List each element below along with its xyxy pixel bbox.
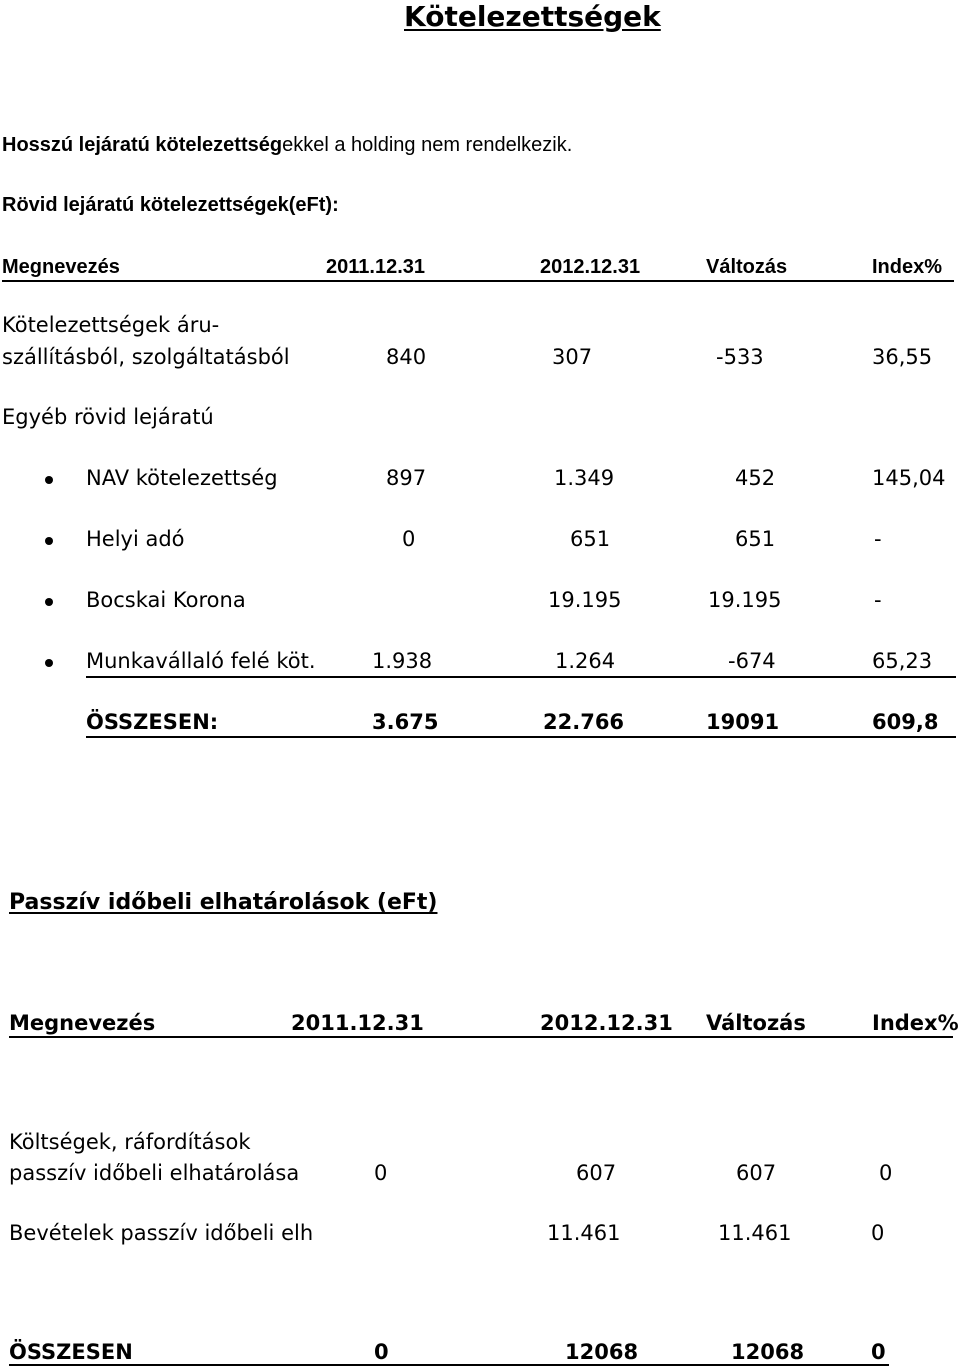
t1-supplier-change: -533 [716,345,764,369]
t2-total-change: 12068 [731,1340,805,1364]
t1-bocskai-index: - [874,588,882,612]
t1-local-tax-index: - [874,527,882,551]
t1-nav-change: 452 [735,466,776,490]
t2-revenue-change: 11.461 [718,1221,792,1245]
t1-local-tax-2011: 0 [402,527,416,551]
t1-header-name: Megnevezés [2,256,120,278]
t1-nav-2011: 897 [386,466,427,490]
long-term-rest: ekkel a holding nem rendelkezik. [282,134,573,156]
t1-header-2011: 2011.12.31 [326,256,425,278]
t1-local-tax-label: Helyi adó [86,527,185,551]
t1-bocskai-2012: 19.195 [548,588,622,612]
t1-supplier-2012: 307 [552,345,593,369]
bullet-icon [45,598,53,606]
t1-employee-rule [86,676,956,678]
t1-header-index: Index% [872,256,943,278]
t1-header-2012: 2012.12.31 [540,256,641,278]
t1-total-label: ÖSSZESEN: [86,710,219,734]
t1-total-rule [86,736,956,738]
t1-bocskai-change: 19.195 [708,588,782,612]
t2-total-index: 0 [871,1340,886,1364]
t2-revenue-index: 0 [871,1221,885,1245]
t2-costs-label-1: Költségek, ráfordítások [9,1130,251,1154]
t1-supplier-2011: 840 [386,345,427,369]
t1-header-rule [2,280,954,282]
t1-supplier-index: 36,55 [872,345,933,369]
accruals-heading: Passzív időbeli elhatárolások (eFt) [9,890,438,915]
page-title: Kötelezettségek [404,0,661,33]
t2-header-name: Megnevezés [9,1011,156,1035]
t1-local-tax-change: 651 [735,527,776,551]
t1-total-2012: 22.766 [543,710,625,734]
t2-revenue-2012: 11.461 [547,1221,621,1245]
t1-total-2011: 3.675 [372,710,439,734]
t1-bocskai-label: Bocskai Korona [86,588,246,612]
bullet-icon [45,537,53,545]
t1-total-change: 19091 [706,710,780,734]
bullet-icon [45,476,53,484]
t1-header-change: Változás [706,256,788,278]
t2-header-2011: 2011.12.31 [291,1011,424,1035]
t2-costs-label-2: passzív időbeli elhatárolása [9,1161,300,1185]
t1-other-label: Egyéb rövid lejáratú [2,405,214,429]
t2-total-rule [9,1364,889,1366]
t2-total-2011: 0 [374,1340,389,1364]
long-term-bold: Hosszú lejáratú kötelezettség [2,134,283,156]
t1-employee-2011: 1.938 [372,649,433,673]
t2-header-rule [9,1036,953,1038]
t2-revenue-label: Bevételek passzív időbeli elh [9,1221,314,1245]
t2-costs-2012: 607 [576,1161,617,1185]
t1-employee-index: 65,23 [872,649,933,673]
t1-total-index: 609,8 [872,710,939,734]
t2-header-2012: 2012.12.31 [540,1011,673,1035]
t2-header-change: Változás [706,1011,806,1035]
t2-total-label: ÖSSZESEN [9,1340,133,1364]
t1-local-tax-2012: 651 [570,527,611,551]
t2-costs-2011: 0 [374,1161,388,1185]
t2-costs-change: 607 [736,1161,777,1185]
long-term-statement [2,134,572,157]
t1-employee-label: Munkavállaló felé köt. [86,649,316,673]
t1-employee-change: -674 [728,649,776,673]
t2-header-index: Index% [872,1011,959,1035]
short-term-heading: Rövid lejáratú kötelezettségek(eFt): [2,194,339,216]
t1-nav-2012: 1.349 [554,466,615,490]
t1-supplier-label-1: Kötelezettségek áru- [2,313,220,337]
t2-total-2012: 12068 [565,1340,639,1364]
bullet-icon [45,659,53,667]
t1-employee-2012: 1.264 [555,649,616,673]
t2-costs-index: 0 [879,1161,893,1185]
t1-nav-label: NAV kötelezettség [86,466,278,490]
t1-supplier-label-2: szállításból, szolgáltatásból [2,345,290,369]
t1-nav-index: 145,04 [872,466,946,490]
